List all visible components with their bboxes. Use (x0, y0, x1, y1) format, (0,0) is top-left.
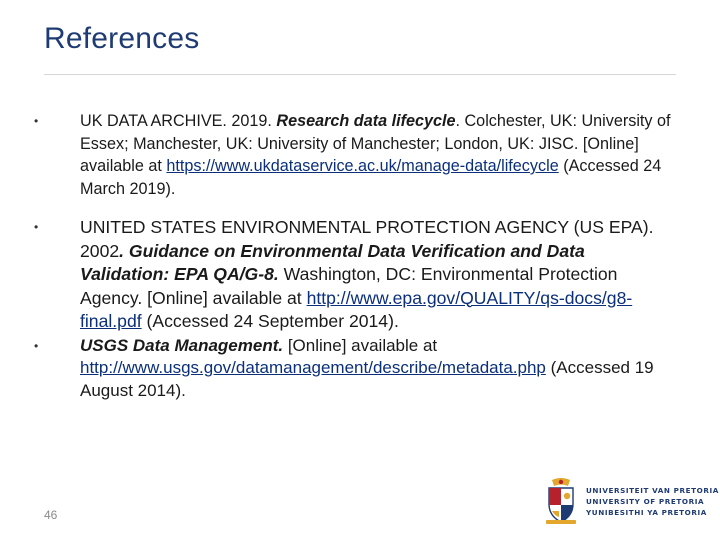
reference-item-us-epa (28, 216, 678, 334)
reference-accessed: (Accessed 24 March 2019). (80, 157, 662, 198)
reference-title: Research data lifecycle (276, 112, 456, 130)
references-list (28, 110, 678, 402)
reference-link[interactable]: https://www.ukdataservice.ac.uk/manage-data/lifecycle (166, 157, 559, 175)
reference-accessed: (Accessed 24 September 2014). (141, 311, 399, 331)
reference-item-usgs (28, 335, 678, 403)
bullet-icon: • (34, 220, 39, 234)
title-divider (44, 74, 676, 75)
reference-authors: UK DATA ARCHIVE. 2019. (80, 112, 277, 130)
reference-text (80, 335, 678, 403)
university-name-afrikaans: UNIVERSITEIT VAN PRETORIA (586, 485, 719, 495)
reference-title: . Guidance on Environmental Data Verification and Data Validation: EPA QA/G-8. (80, 240, 585, 284)
reference-details: Washington, DC: Environmental Protection Agency. [Online] available at (80, 264, 618, 308)
reference-link[interactable]: http://www.epa.gov/QUALITY/qs-docs/g8-final.pdf (80, 287, 633, 331)
reference-details: [Online] available at (283, 335, 438, 355)
reference-link[interactable]: http://www.usgs.gov/datamanagement/describe/metadata.php (80, 358, 546, 377)
reference-text (80, 216, 678, 334)
reference-authors: UNITED STATES ENVIRONMENTAL PROTECTION AGENCY (US EPA). 2002 (80, 217, 654, 261)
university-logo (544, 476, 719, 526)
university-name (586, 485, 719, 518)
page-title: References (44, 22, 200, 55)
reference-item-uk-data-archive (28, 110, 678, 200)
reference-title: USGS Data Management. (80, 335, 284, 355)
university-name-sepedi: YUNIBESITHI YA PRETORIA (586, 507, 707, 517)
page-number: 46 (44, 508, 58, 522)
university-name-english: UNIVERSITY OF PRETORIA (586, 496, 705, 506)
university-crest-icon (544, 476, 578, 526)
reference-text (80, 110, 678, 200)
bullet-icon: • (34, 338, 39, 353)
bullet-icon: • (34, 114, 39, 128)
reference-accessed: (Accessed 19 August 2014). (80, 358, 654, 400)
reference-details: . Colchester, UK: University of Essex; Manchester, UK: University of Manchester; London, UK: JISC. [Online] available at (80, 112, 671, 175)
